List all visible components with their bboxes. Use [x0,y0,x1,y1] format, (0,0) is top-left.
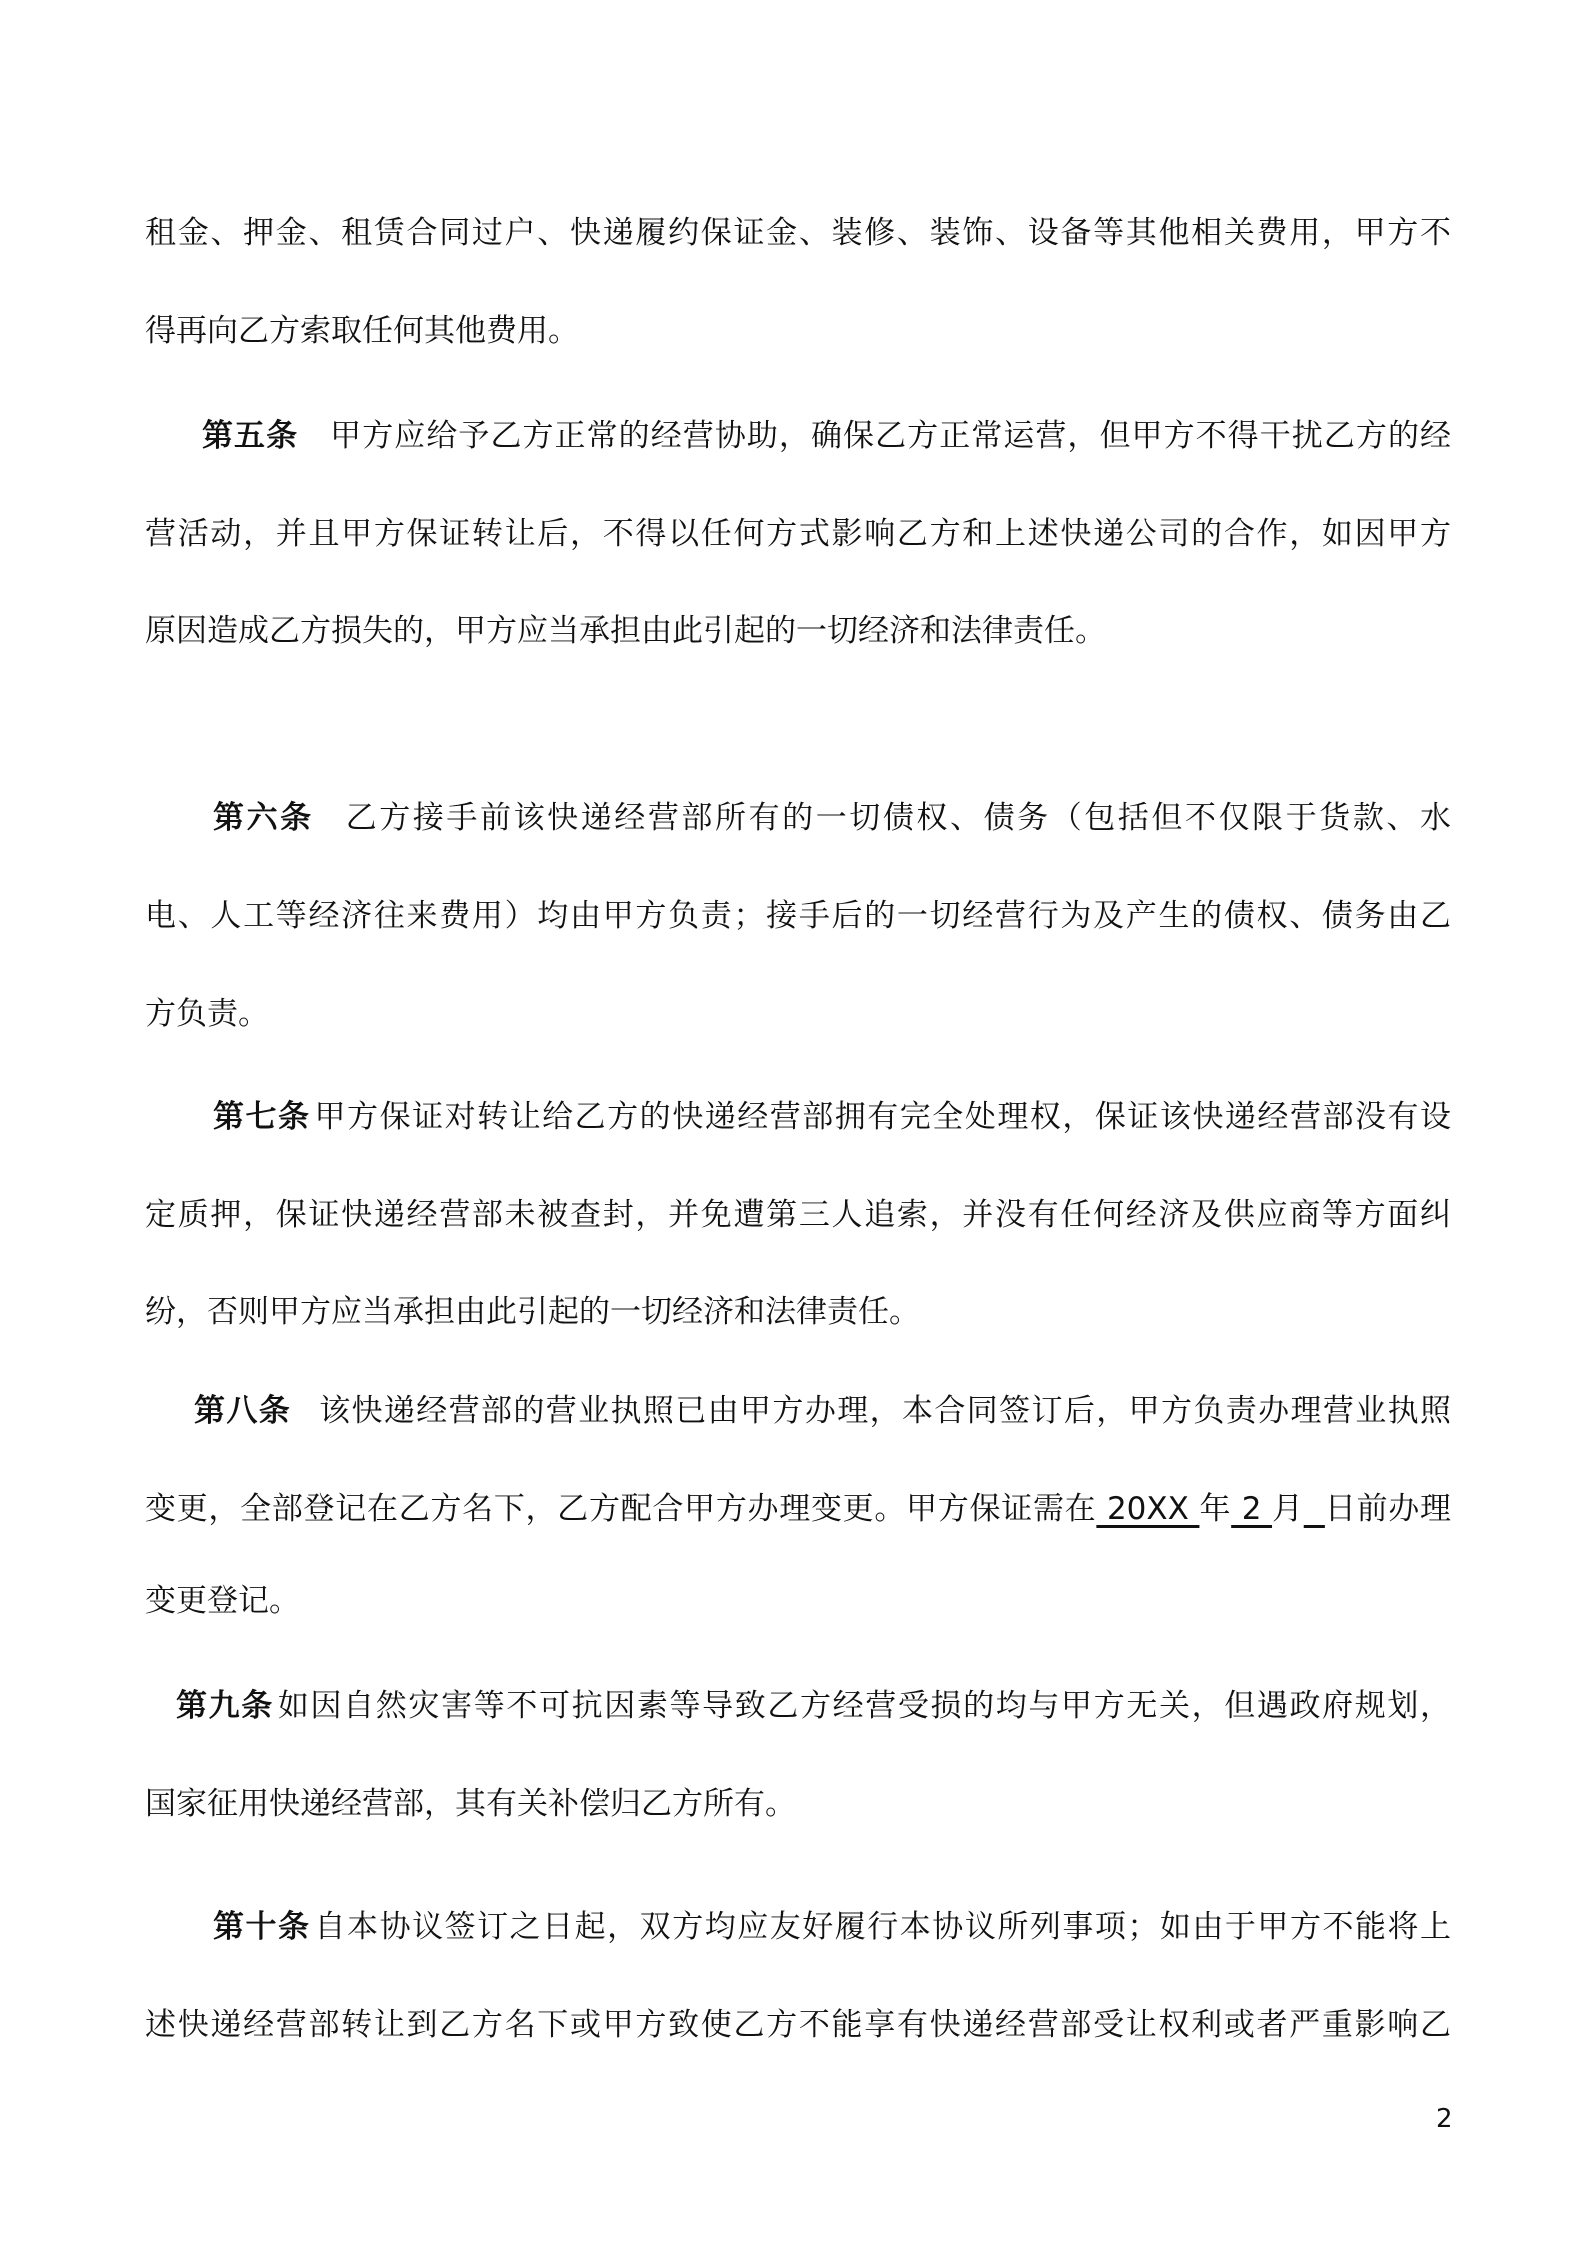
paragraph-line [145,1581,1451,1621]
text-run: 如因自然灾害等不可抗因素等导致乙方经营受损的均与甲方无关，但遇政府规划， [277,1688,1452,1724]
article-label: 第五条 [202,418,299,454]
paragraph-line [145,1292,1451,1332]
text-run: 自本协议签订之日起，双方均应友好履行本协议所列事项；如由于甲方不能将上 [314,1909,1452,1945]
text-run: 定质押，保证快递经营部未被查封，并免遭第三人追索，并没有任何经济及供应商等方面纠 [145,1197,1451,1233]
paragraph-line [145,514,1451,554]
text-run: 电、人工等经济往来费用）均由甲方负责；接手后的一切经营行为及产生的债权、债务由乙 [145,898,1451,934]
text-run: 租金、押金、租赁合同过户、快递履约保证金、装修、装饰、设备等其他相关费用，甲方不 [145,215,1451,251]
paragraph-line [145,994,1451,1034]
article-label: 第六条 [213,800,314,836]
article-label: 第十条 [213,1909,311,1945]
text-run: 甲方保证对转让给乙方的快递经营部拥有完全处理权，保证该快递经营部没有设 [314,1099,1452,1135]
paragraph-line [202,416,1451,456]
text-run: 述快递经营部转让到乙方名下或甲方致使乙方不能享有快递经营部受让权利或者严重影响乙 [145,2007,1451,2043]
paragraph-line [145,2005,1451,2045]
paragraph-line [145,213,1451,253]
text-run: 变更登记。 [145,1583,300,1619]
filled-blank: 20XX [1096,1491,1200,1527]
paragraph-line [145,1195,1451,1235]
text-run: 纷，否则甲方应当承担由此引起的一切经济和法律责任。 [145,1294,920,1330]
page-number: 2 [1436,2104,1453,2134]
text-run: 原因造成乙方损失的，甲方应当承担由此引起的一切经济和法律责任。 [145,613,1106,649]
text-run: 方负责。 [145,996,269,1032]
paragraph-line [145,611,1451,651]
paragraph-line [145,896,1451,936]
text-run: 月 [1272,1491,1304,1527]
paragraph-line [213,798,1451,838]
paragraph-line [145,311,1451,351]
paragraph-line [213,1907,1451,1947]
paragraph-line [176,1686,1451,1726]
text-run: 甲方应给予乙方正常的经营协助，确保乙方正常运营，但甲方不得干扰乙方的经 [330,418,1452,454]
text-run: 乙方接手前该快递经营部所有的一切债权、债务（包括但不仅限于货款、水 [345,800,1452,836]
paragraph-line [145,1784,1451,1824]
filled-blank [1304,1491,1325,1527]
paragraph-line [194,1391,1451,1431]
article-label: 第七条 [213,1099,311,1135]
text-run: 营活动，并且甲方保证转让后，不得以任何方式影响乙方和上述快递公司的合作，如因甲方 [145,516,1451,552]
paragraph-line [213,1097,1451,1137]
text-run: 年 [1199,1491,1232,1527]
filled-blank: 2 [1231,1491,1273,1527]
text-run: 国家征用快递经营部，其有关补偿归乙方所有。 [145,1786,796,1822]
text-run: 变更，全部登记在乙方名下，乙方配合甲方办理变更。甲方保证需在 [145,1491,1097,1527]
article-label: 第九条 [176,1688,274,1724]
article-label: 第八条 [194,1393,292,1429]
text-run: 日前办理 [1324,1491,1452,1527]
text-run: 该快递经营部的营业执照已由甲方办理，本合同签订后，甲方负责办理营业执照 [319,1393,1452,1429]
paragraph-line [145,1489,1451,1529]
text-run: 得再向乙方索取任何其他费用。 [145,313,579,349]
